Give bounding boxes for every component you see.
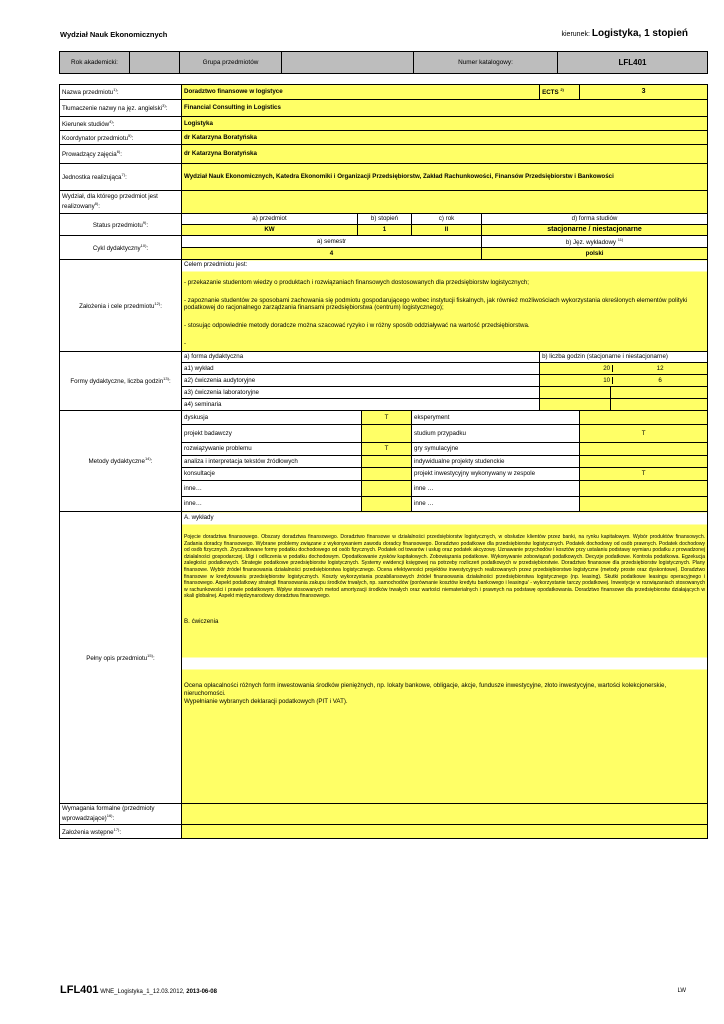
- formy-row-s: 20: [540, 365, 613, 373]
- metody-right: projekt inwestycyjny wykonywany w zespole: [412, 468, 580, 481]
- metody-right: inne …: [412, 481, 580, 497]
- wymagania-value[interactable]: [182, 804, 708, 825]
- formy-row-s: [540, 399, 611, 410]
- status-h-przedmiot: a) przedmiot: [182, 214, 358, 225]
- formy-h-godziny: b) liczba godzin (stacjonarne i niestacjonarne): [540, 352, 708, 363]
- status-h-forma: d) forma studiów: [482, 214, 708, 225]
- metody-left: analiza i interpretacja tekstów źródłowych: [182, 456, 362, 468]
- metody-right-mark: [580, 481, 708, 497]
- nazwa-value: Doradztwo finansowe w logistyce: [182, 85, 540, 100]
- wydz-value[interactable]: [182, 191, 708, 214]
- metody-right: eksperyment: [412, 411, 580, 425]
- metody-left: dyskusja: [182, 411, 362, 425]
- formy-row-n: [611, 387, 707, 398]
- formy-row-name: a1) wykład: [182, 363, 540, 375]
- course-card-table: [59, 84, 708, 839]
- wymagania-label: Wymagania formalne (przedmioty wprowadzające)$^{16)}$:: [60, 804, 182, 825]
- ects-value: 3: [580, 85, 708, 100]
- metody-right: inne …: [412, 497, 580, 512]
- metody-right: studium przypadku: [412, 425, 580, 443]
- kierunek-value: Logistyka, 1 stopień: [591, 28, 688, 39]
- footer-code: LFL401: [60, 984, 99, 996]
- metody-left-mark: [362, 425, 412, 443]
- jedn-label: Jednostka realizująca$^{7)}$:: [60, 164, 182, 191]
- rok-value[interactable]: [130, 52, 180, 74]
- status-h-rok: c) rok: [412, 214, 482, 225]
- status-v-rok: II: [412, 225, 482, 236]
- grupa-value[interactable]: [282, 52, 414, 74]
- zal-wst-value[interactable]: [182, 825, 708, 839]
- metody-left: rozwiązywanie problemu: [182, 443, 362, 456]
- metody-right: gry symulacyjne: [412, 443, 580, 456]
- metody-label: Metody dydaktyczne$^{14)}$:: [60, 411, 182, 512]
- metody-right-mark: T: [580, 468, 708, 481]
- footer-right: LW: [677, 988, 686, 994]
- metody-right-mark: [580, 411, 708, 425]
- nazwa-label: Nazwa przedmiotu$^{1)}$:: [60, 85, 182, 100]
- metody-left-mark: [362, 497, 412, 512]
- tlum-value: Financial Consulting in Logistics: [182, 100, 708, 117]
- formy-row-n: [611, 399, 707, 410]
- cykl-h-semestr: a) semestr: [182, 236, 482, 248]
- cykl-label: Cykl dydaktyczny$^{10)}$:: [60, 236, 182, 260]
- metody-right-mark: [580, 497, 708, 512]
- faculty-header: Wydział Nauk Ekonomicznych: [60, 30, 168, 39]
- kierunek-label: kierunek:: [561, 31, 590, 38]
- status-v-forma: stacjonarne / niestacjonarne: [482, 225, 708, 236]
- formy-row-name: a4) seminaria: [182, 399, 540, 411]
- ects-label: ECTS $^{2)}$: [540, 85, 580, 100]
- cykl-h-jezyk: b) Jęz. wykładowy $^{11)}$: [482, 236, 708, 248]
- kier-label: Kierunek studiów$^{4)}$:: [60, 117, 182, 131]
- formy-label: Formy dydaktyczne, liczba godzin$^{13)}$:: [60, 352, 182, 411]
- top-info-table: [59, 51, 708, 74]
- metody-left-mark: T: [362, 411, 412, 425]
- metody-right-mark: [580, 456, 708, 468]
- jedn-value: Wydział Nauk Ekonomicznych, Katedra Ekonomiki i Organizacji Przedsiębiorstw, Zakład Rachunkowości, Finansów Przedsiębiorstw i Bankowości: [182, 164, 708, 191]
- metody-left-mark: T: [362, 443, 412, 456]
- tlum-label: Tłumaczenie nazwy na jęz. angielski$^{3)}$:: [60, 100, 182, 117]
- formy-row-n: 6: [658, 376, 662, 384]
- numer-label: Numer katalogowy:: [414, 52, 558, 74]
- numer-value: LFL401: [558, 52, 708, 74]
- prow-value: dr Katarzyna Boratyńska: [182, 145, 708, 164]
- status-label: Status przedmiotu$^{9)}$:: [60, 214, 182, 236]
- formy-h-forma: a) forma dydaktyczna: [182, 352, 540, 363]
- metody-left: konsultacje: [182, 468, 362, 481]
- koord-label: Koordynator przedmiotu$^{5)}$:: [60, 131, 182, 145]
- zalozenia-value: Celem przedmiotu jest: - przekazanie studentom wiedzy o produktach i rozwiązaniach finansowych dostosowanych dla przedsiębiorstw logistycznych; - zapoznanie studentów ze sposobami zachowania się podmiotu gospodarującego wobec instytucji fiskalnych, jak również możliwościach wykorzystania określonych elementów polityki podatkowej do racjonalnego zarządzania finansami przedsiębiorstwa (centrum) logistycznego); - stosując odpowiednie metody doradcze można szacować ryzyko i w różny sposób oddziaływać na wartość przedsiębiorstwa. -: [182, 260, 708, 352]
- footer-left: [60, 984, 217, 996]
- metody-left: inne…: [182, 497, 362, 512]
- opis-label: Pełny opis przedmiotu$^{15)}$:: [60, 512, 182, 804]
- formy-row-s: [540, 387, 611, 398]
- zalozenia-label: Założenia i cele przedmiotu$^{12)}$:: [60, 260, 182, 352]
- metody-left: inne…: [182, 481, 362, 497]
- status-v-przedmiot: KW: [182, 225, 358, 236]
- cykl-v-semestr: 4: [182, 248, 482, 260]
- kierunek-header: [562, 28, 689, 39]
- metody-right-mark: [580, 443, 708, 456]
- prow-label: Prowadzący zajęcia$^{6)}$:: [60, 145, 182, 164]
- kier-value: Logistyka: [182, 117, 708, 131]
- metody-right-mark: T: [580, 425, 708, 443]
- formy-row-s: 10: [540, 377, 613, 385]
- cykl-v-jezyk: polski: [482, 248, 708, 260]
- metody-left-mark: [362, 468, 412, 481]
- status-v-stopien: 1: [358, 225, 412, 236]
- metody-right: indywidualne projekty studenckie: [412, 456, 580, 468]
- status-h-stopien: b) stopień: [358, 214, 412, 225]
- rok-label: Rok akademicki:: [60, 52, 130, 74]
- zal-wst-label: Założenia wstępne$^{17)}$:: [60, 825, 182, 839]
- opis-value: A. wykłady Pojęcie doradztwa finansowego. Obszary doradztwa finansowego. Doradztwo finansowe w działalności przedsiębiorstw logistycznych, w obsłudze klientów przez banki, na rynku kapitałowym. Wybór produktów finansowych. Zadania doradcy finansowego. Wybrane problemy związane z wykonywaniem zawodu doradcy finansowego. Doradztwo podatkowe dla przedsiębiorstw logistycznych. Podatek dochodowy od osób prawnych. Podatek dochodowy od osób fizycznych. Zryczałtowane formy podatku dochodowego od osób fizycznych. Podatek od towarów i usług oraz podatek akcyzowy. Uznawanie przychodów i kosztów przy ustalaniu podstawy wymiaru podatku z prowadzonej działalności gospodarczej. Ulgi i odliczenia w podatku dochodowym. Opodatkowanie zysków kapitałowych. Zobowiązania podatkowe. Wykonywanie zobowiązań podatkowych. Decyzje podatkowe. Kontrola podatkowa. Egzekucja zaległości podatkowych. Strategie podatkowe przedsiębiorstw logistycznych. Systemy ewidencji księgowej na potrzeby rozliczeń podatkowych w przedsiębiorstwie. Doradztwo finansowe dla przedsiębiorstw logistycznych. Plany finansowe. Wybór źródeł finansowania działalności przedsiębiorstwa logistycznego. Ocena efektywności projektów inwestycyjnych realizowanych przez przedsiębiorstwo logistyczne (metody proste oraz dyskontowe). Doradztwo finansowe w kredytowaniu przedsiębiorstw logistycznych. Koszty wykorzystania pozabilansowych źródeł finansowania działalności przedsiębiorstwa logistycznego (np. leasing). Skutki podatkowe leasingu operacyjnego i finansowego. Aspekt podatkowy strategii finansowania zakupu środków trwałych, np. samochodów (porównanie kosztów kredytu bankowego i leasingu/ - wykorzystanie tarczy podatkowej. Inwestycje w rozwiązaniach stosowanych w rachunkowości i prawie podatkowym. Wpływ stosowanych metod amortyzacji środków trwałych oraz wartości niematerialnych i prawnych na podstawę opodatkowania. Doradztwo finansowe dla przedsiębiorstw działających w skali globalnej. Aspekt międzynarodowy doradztwa finansowego. B. ćwiczenia Ocena opłacalności różnych form inwestowania środków pieniężnych, np. lokaty bankowe, obligacje, akcje, fundusze inwestycyjne, złoto inwestycyjne, wartości kolekcjonerskie, nieruchomości. Wypełnianie wybranych deklaracji podatkowych (PIT i VAT).: [182, 512, 708, 804]
- metody-left-mark: [362, 481, 412, 497]
- grupa-label: Grupa przedmiotów: [180, 52, 282, 74]
- formy-row-name: a3) ćwiczenia laboratoryjne: [182, 387, 540, 399]
- formy-row-name: a2) ćwiczenia audytoryjne: [182, 375, 540, 387]
- formy-row-n: 12: [656, 364, 664, 372]
- wydz-label: Wydział, dla którego przedmiot jest realizowany$^{8)}$:: [60, 191, 182, 214]
- metody-left-mark: [362, 456, 412, 468]
- footer-date: 2013-06-08: [186, 989, 217, 995]
- koord-value: dr Katarzyna Boratyńska: [182, 131, 708, 145]
- footer-file: WNE_Logistyka_1_12.03.2012,: [100, 989, 185, 995]
- metody-left: projekt badawczy: [182, 425, 362, 443]
